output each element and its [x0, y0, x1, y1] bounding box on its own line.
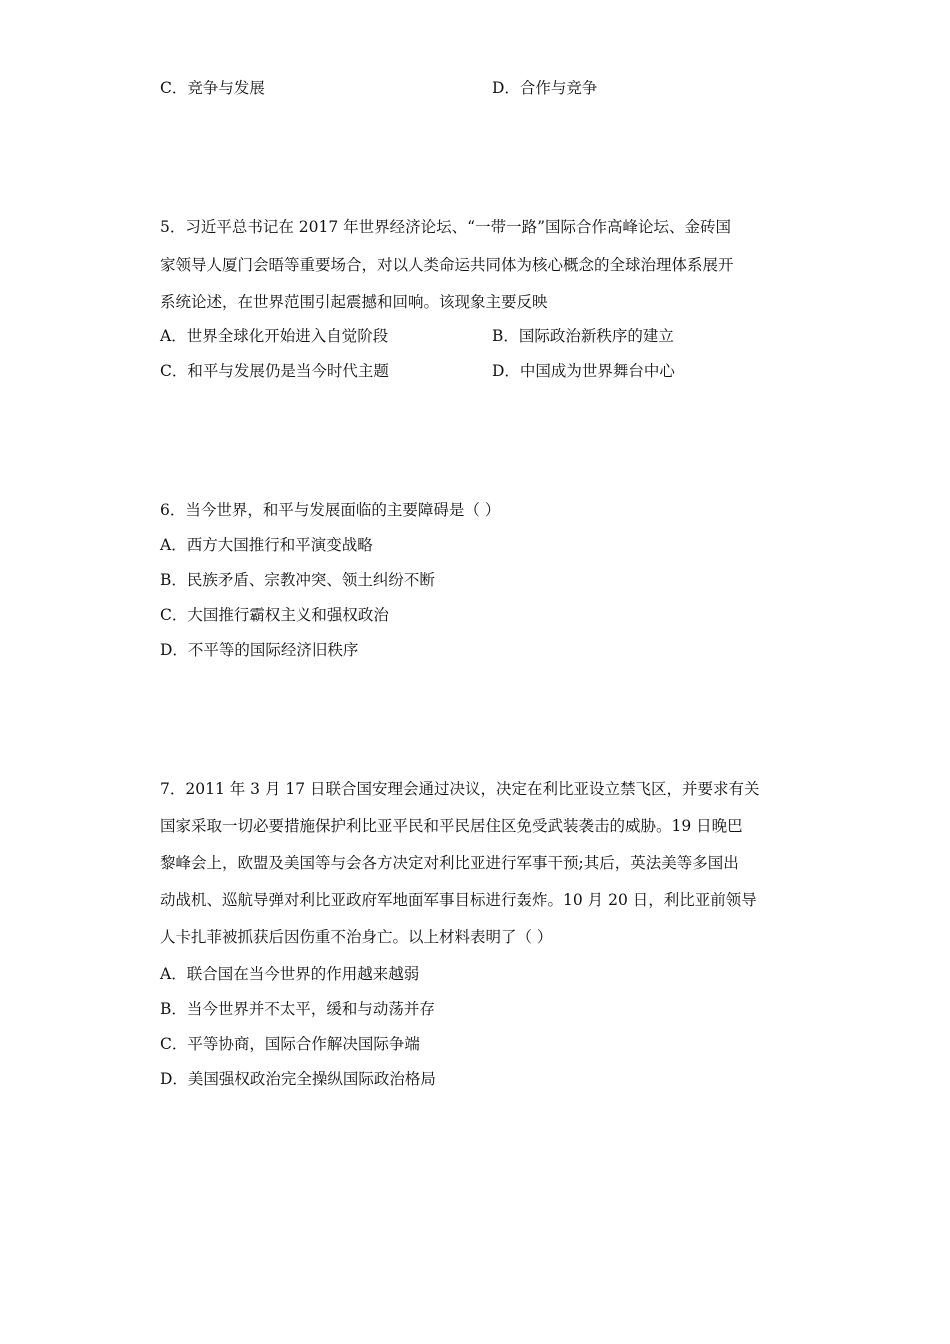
q7-stem-line-2: 国家采取一切必要措施保护利比亚平民和平民居住区免受武装袭击的威胁。19 日晚巴 — [160, 817, 743, 835]
q7-stem-line-5: 人卡扎菲被抓获后因伤重不治身亡。以上材料表明了（ ） — [160, 928, 553, 946]
q7-option-a: A．联合国在当今世界的作用越来越弱 — [160, 965, 420, 983]
q6-option-d: D．不平等的国际经济旧秩序 — [160, 641, 359, 659]
q5-option-b: B．国际政治新秩序的建立 — [492, 327, 674, 345]
q5-stem-line-1: 5．习近平总书记在 2017 年世界经济论坛、“一带一路”国际合作高峰论坛、金砖国 — [160, 218, 732, 236]
q7-option-d: D．美国强权政治完全操纵国际政治格局 — [160, 1070, 436, 1088]
q4-option-d: D．合作与竞争 — [492, 79, 598, 97]
q6-option-b: B．民族矛盾、宗教冲突、领土纠纷不断 — [160, 571, 435, 589]
q5-option-d: D．中国成为世界舞台中心 — [492, 362, 675, 380]
q5-option-c: C．和平与发展仍是当今时代主题 — [160, 362, 389, 380]
q7-option-c: C．平等协商，国际合作解决国际争端 — [160, 1035, 420, 1053]
q7-stem-line-3: 黎峰会上，欧盟及美国等与会各方决定对利比亚进行军事干预;其后，英法美等多国出 — [160, 854, 739, 872]
q6-option-a: A．西方大国推行和平演变战略 — [160, 536, 373, 554]
q4-option-c: C．竞争与发展 — [160, 79, 265, 97]
q7-stem-line-1: 7．2011 年 3 月 17 日联合国安理会通过决议，决定在利比亚设立禁飞区，并要求有关 — [160, 780, 760, 798]
q6-stem: 6．当今世界，和平与发展面临的主要障碍是（ ） — [160, 501, 501, 519]
q5-option-a: A．世界全球化开始进入自觉阶段 — [160, 327, 389, 345]
q5-stem-line-2: 家领导人厦门会晤等重要场合，对以人类命运共同体为核心概念的全球治理体系展开 — [160, 256, 734, 274]
q6-option-c: C．大国推行霸权主义和强权政治 — [160, 606, 389, 624]
q5-stem-line-3: 系统论述，在世界范围引起震撼和回响。该现象主要反映 — [160, 293, 548, 311]
q7-stem-line-4: 动战机、巡航导弹对利比亚政府军地面军事目标进行轰炸。10 月 20 日，利比亚前领导 — [160, 891, 757, 909]
q7-option-b: B．当今世界并不太平，缓和与动荡并存 — [160, 1000, 435, 1018]
